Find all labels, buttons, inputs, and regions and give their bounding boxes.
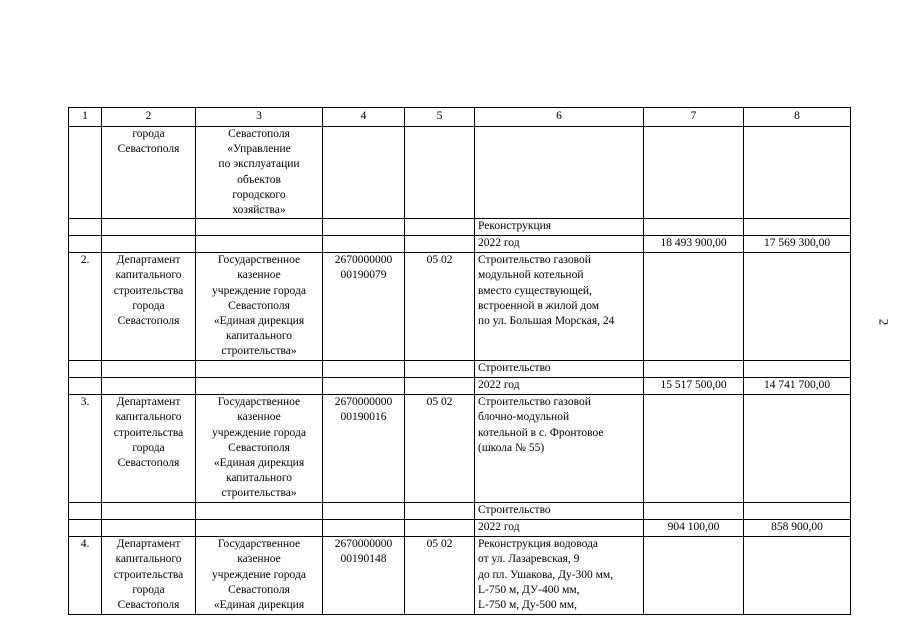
institution-cell: Государственное казенное учреждение города Севастополя «Единая дирекция капитального строительства» [196,253,323,361]
department-cell: Департамент капитального строительства города Севастополя [102,253,196,361]
code-cell: 2670000000 00190148 [323,537,405,615]
year-cell: 2022 год [475,520,644,537]
column-header: 4 [323,108,405,127]
work-type-row [69,361,851,378]
work-type-cell: Реконструкция [475,219,644,236]
description-cell: Строительство газовой блочно-модульной котельной в с. Фронтовое (школа № 55) [475,395,644,503]
amount-cell [744,127,851,219]
column-header: 3 [196,108,323,127]
row-number-cell [69,127,102,219]
amount-cell: 15 517 500,00 [644,378,744,395]
year-cell: 2022 год [475,236,644,253]
department-cell: Департамент капитального строительства города Севастополя [102,395,196,503]
amount-cell: 17 569 300,00 [744,236,851,253]
amount-cell: 904 100,00 [644,520,744,537]
description-cell [475,127,644,219]
column-header: 1 [69,108,102,127]
amount-cell [644,537,744,615]
column-header: 5 [405,108,475,127]
table-row [69,127,851,219]
amount-cell [644,395,744,503]
column-header: 2 [102,108,196,127]
column-header: 6 [475,108,644,127]
budget-table [68,107,851,615]
institution-cell: Государственное казенное учреждение города Севастополя «Единая дирекция [196,537,323,615]
section-cell [405,127,475,219]
section-cell: 05 02 [405,537,475,615]
section-cell: 05 02 [405,253,475,361]
work-type-cell: Строительство [475,361,644,378]
column-header: 7 [644,108,744,127]
code-cell: 2670000000 00190079 [323,253,405,361]
institution-cell: Севастополя «Управление по эксплуатации объектов городского хозяйства» [196,127,323,219]
amount-cell [744,253,851,361]
work-type-cell: Строительство [475,503,644,520]
row-number-cell: 3. [69,395,102,503]
table-row [69,395,851,503]
amount-cell [644,127,744,219]
code-cell: 2670000000 00190016 [323,395,405,503]
amount-cell: 14 741 700,00 [744,378,851,395]
column-number-row [69,108,851,127]
work-type-row [69,503,851,520]
year-row [69,378,851,395]
description-cell: Реконструкция водовода от ул. Лазаревская, 9 до пл. Ушакова, Ду-300 мм, L-750 м, ДУ-400 мм, L-750 м, Ду-500 мм, [475,537,644,615]
row-number-cell: 4. [69,537,102,615]
amount-cell: 858 900,00 [744,520,851,537]
year-cell: 2022 год [475,378,644,395]
amount-cell [644,253,744,361]
column-header: 8 [744,108,851,127]
year-row [69,236,851,253]
year-row [69,520,851,537]
amount-cell: 18 493 900,00 [644,236,744,253]
section-cell: 05 02 [405,395,475,503]
department-cell: Департамент капитального строительства города Севастополя [102,537,196,615]
description-cell: Строительство газовой модульной котельной вместо существующей, встроенной в жилой дом по ул. Большая Морская, 24 [475,253,644,361]
row-number-cell: 2. [69,253,102,361]
work-type-row [69,219,851,236]
code-cell [323,127,405,219]
amount-cell [744,537,851,615]
table-row [69,253,851,361]
department-cell: города Севастополя [102,127,196,219]
table-row [69,537,851,615]
institution-cell: Государственное казенное учреждение города Севастополя «Единая дирекция капитального строительства» [196,395,323,503]
amount-cell [744,395,851,503]
page-number: 2 [876,318,892,326]
